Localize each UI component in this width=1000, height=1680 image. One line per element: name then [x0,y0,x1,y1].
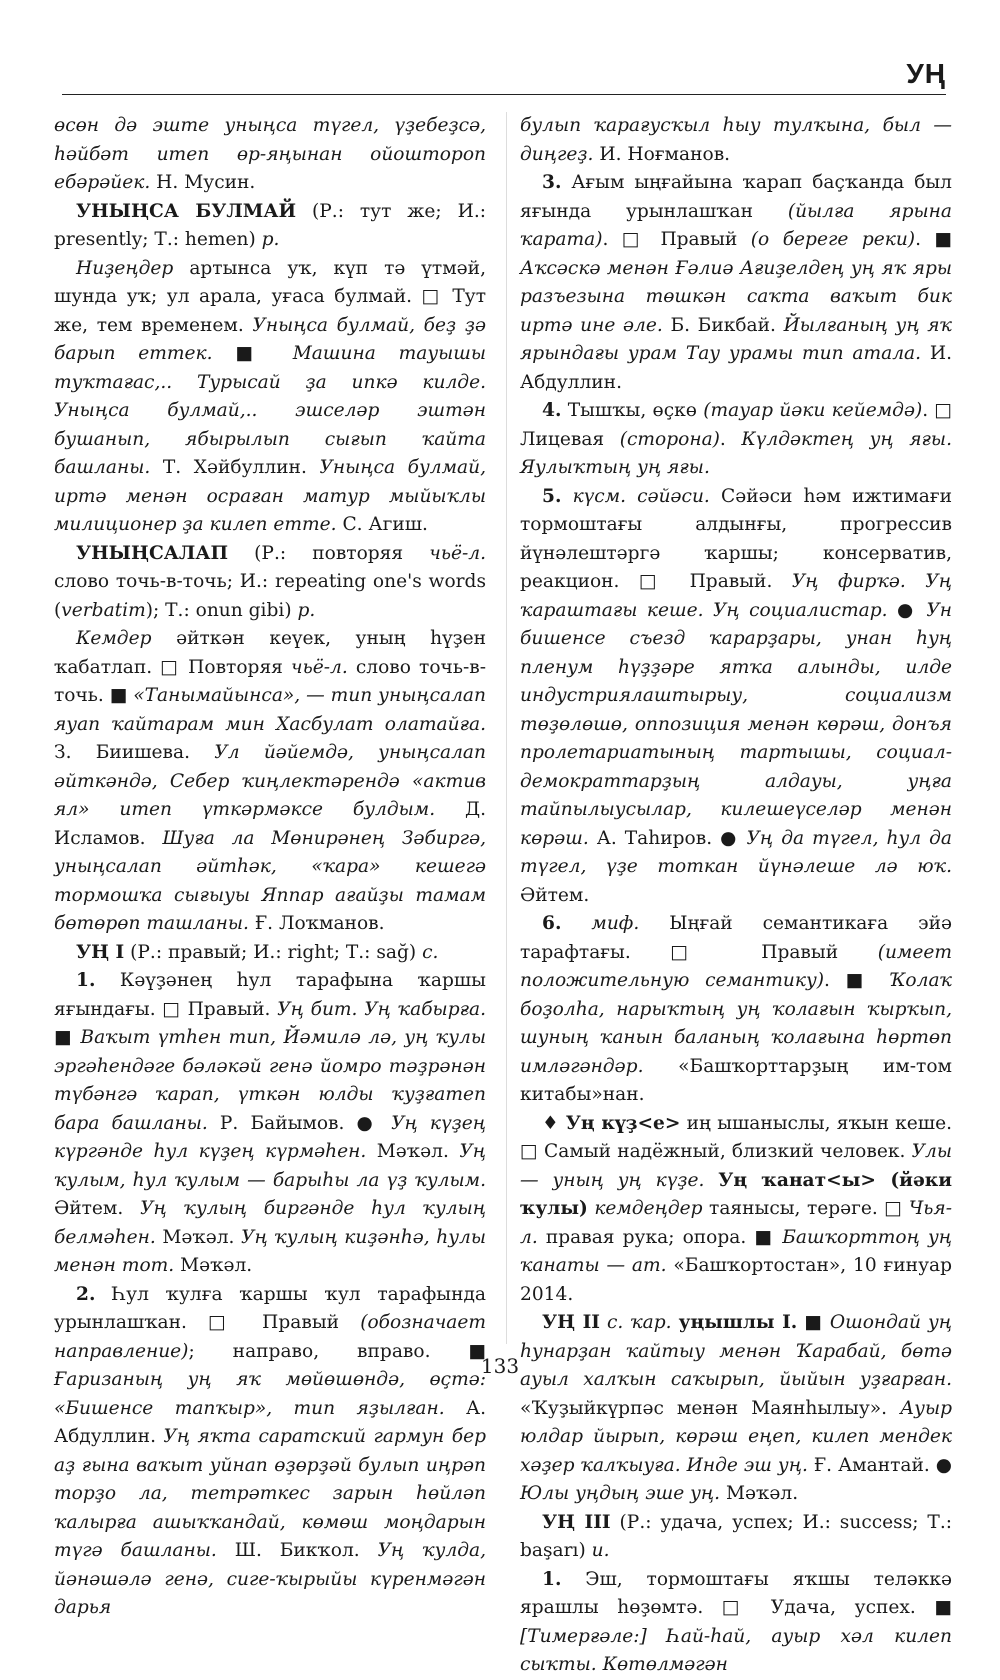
dictionary-paragraph [54,540,486,626]
body-text: Мәҡәл. [720,1483,799,1504]
italic-text: (обозначает направление) [54,1312,486,1362]
body-text: ■ [797,1312,830,1333]
body-text: Кәүҙәнең һул тарафына ҡаршы яғындағы. □ Правый. [54,970,486,1020]
italic-text: (тауар йәки кейемдә) [703,400,923,421]
body-text: Н. Мусин. [150,172,256,193]
italic-text: Машина тауышы туҡтағас,.. Турысай ҙа ипкә килде. Уныңса булмай,.. эшселәр эштән бушанып, ябырылып сығып ҡайта башланы. [54,343,487,478]
body-text [600,1312,607,1333]
italic-text: Ул йәйемдә, уныңсалап әйткәндә, Себер ҡиңлектәрендә «актив ял» итеп үткәрмәксе булдым. [54,742,486,820]
body-text: «Башҡортостан», 10 ғинуар 2014. [520,1255,952,1305]
dictionary-paragraph [54,967,486,1281]
italic-text: булып ҡарағусҡыл һыу тулҡына, был — диңгеҙ. [520,115,952,165]
italic-text: с. [422,941,439,963]
italic-text: Уныңса булмай, беҙ ҙә барып еттек. [54,314,486,364]
headword-text: 5. [542,485,562,507]
italic-text: Уң ҡулда, йәнәшәлә генә, сиге-ҡырыйы күренмәгән дарья [54,1540,486,1618]
body-text: . □ Правый [602,229,751,250]
dictionary-paragraph [54,198,486,255]
headword-text: 4. [542,400,562,421]
italic-text: чьё-л. [291,656,348,678]
body-text: . [719,428,742,450]
italic-text: чьё-л. [429,542,486,564]
body-text: Мәҡәл. [155,1226,242,1248]
headword-text: УҢ II [542,1312,600,1333]
body-text: . ■ [824,970,889,991]
body-text: (Р.: удача, успех; И.: success; Т.: başarı) [520,1511,952,1561]
dictionary-paragraph [520,169,952,397]
italic-text: миф. [591,913,640,934]
body-text: Д. Исламов. [54,799,486,849]
headword-text: УНЫҢСА БУЛМАЙ [76,200,297,222]
body-text: Һул ҡулға ҡаршы ҡул тарафында урынлашҡан. □ Правый [54,1283,486,1333]
body-text: Тышҡы, өҫкө [561,400,704,421]
italic-text: (имеет положительную семантику) [520,941,952,991]
italic-text: Уң күҙең күргәнде һул күҙең күрмәһен. [54,1112,486,1162]
italic-text: Уң фирҡә. Уң ҡараштағы кеше. Уң социалистар. [520,571,952,621]
italic-text: Уң ҡулым, һул ҡулым — барыһы ла үҙ ҡулым. [54,1141,487,1191]
body-text: Ғ. Лоҡманов. [248,913,385,934]
running-head: УҢ [906,58,946,89]
column-separator [506,112,507,1344]
body-text: ; направо, вправо. ■ [188,1340,486,1362]
body-text: Мәҡәл. [366,1141,460,1162]
headword-text: УҢ III [542,1511,611,1533]
body-text: Сәйәси һәм ижтимағи тормоштағы алдынғы, прогрессив йүнәлештәргә ҡаршы; консерватив, реакцион. □ Правый. [520,485,952,592]
body-text: слово точь-в-точь; И.: repeating one's words ( [54,571,486,621]
headword-text: уңышлы I. [678,1312,798,1333]
body-text: Б. Бикбай. [662,314,784,336]
dictionary-paragraph [54,1281,486,1623]
body-text: Ш. Бикҡол. [216,1540,378,1561]
dictionary-paragraph [520,1309,952,1509]
body-text: (Р.: тут же; И.: presently; Т.: hemen) [54,200,486,250]
body-text: ■ [54,1027,81,1048]
body-text: . ■ [915,229,953,250]
italic-text: verbatim [61,599,146,621]
italic-text: Шуға ла Мөнирәнең Зәбиргә, уныңсалап әйтһәк, «ҡара» кешегә тормошҡа сығыуы Яппар ағайҙы тамам бөтөрөп ташланы. [54,827,486,934]
body-text: «Ҡуҙыйкүрпәс менән Маянһылыу». [520,1397,901,1419]
right-column [520,112,953,1675]
italic-text: күсм. сәйәси. [572,485,710,507]
body-text: ■ [212,343,293,364]
body-text: . □ Лицевая [520,400,952,450]
body-text: Әйтем. [54,1198,141,1219]
body-text [672,1312,679,1333]
body-text: «Башҡорттарҙың им-том китабы»нан. [520,1055,952,1105]
italic-text: [Тимерғәле:] Һай-һай, ауыр хәл килеп сыҡты. Көтөлмәгән [520,1625,952,1675]
italic-text: Уң бит. Уң ҡабырға. [277,998,486,1020]
italic-text: Күлдәктең уң яғы. Яулыҡтың уң яғы. [520,428,952,478]
italic-text: «Танымайынса», — тип уныңсалап яуап ҡайтарам мин Хасбулат олатайға. [54,685,486,735]
body-text: И. Ноғманов. [593,143,731,165]
dictionary-paragraph [520,1110,952,1310]
italic-text: Чья-л. [520,1198,952,1248]
body-text: правая рука; опора. ■ [537,1226,783,1248]
italic-text: Йылғаның уң яҡ ярындағы урам Тау урамы тип атала. [520,314,952,364]
body-text: Ғ. Амантай. ● [807,1454,953,1476]
headword-text: УНЫҢСАЛАП [76,542,229,564]
dictionary-paragraph [520,112,952,169]
headword-text: Уң ҡанат<ы> (йәки ҡулы) [520,1169,952,1219]
body-text [561,913,591,934]
body-text: Эш, тормоштағы яҡшы теләккә ярашлы һөҙөмтә. □ Удача, успех. ■ [520,1568,952,1618]
body-text: (Р.: повторяя [228,542,430,564]
italic-text: (йылға ярына ҡарата) [520,200,952,250]
italic-text: Ауыр юлдар йырып, көрәш еңеп, килеп мендек хәҙер ҡалҡыуға. Инде эш уң. [520,1397,952,1476]
dictionary-paragraph [520,1566,952,1680]
italic-text: кемдеңдер [594,1198,703,1219]
left-column [54,112,487,1618]
dictionary-paragraph [520,910,952,1110]
body-text: С. Агиш. [336,514,428,535]
headword-text: 1. [76,970,96,991]
italic-text: Уныңса булмай, иртә менән осраған матур мыйыҡлы милиционер ҙа килеп етте. [54,457,486,535]
headword-text: 3. [542,172,562,193]
body-text: И. Абдуллин. [520,343,952,393]
body-text [704,1170,718,1191]
italic-text: Уң да түгел, һул да түгел, үҙе тоткан йүнәлеше лә юҡ. [520,827,952,877]
body-text: З. Биишева. [54,742,215,763]
italic-text: и. [591,1540,610,1561]
body-text: артынса уҡ, күп тә үтмәй, шунда уҡ; ул арала, уғаса булмай. □ Тут же, тем временем. [54,257,486,336]
italic-text: Ниҙеңдер [76,257,174,279]
body-text: ); Т.: onun gibi) [145,599,298,621]
dictionary-paragraph [54,255,486,540]
italic-text: Ун бишенсе съезд ҡарарҙары, унан һуң пленум һүҙҙәре ятҡа алынды, илде индустриялаштырыу, социализм төҙөлөшө, оппозиция менән көрәш, донъя пролетариатының тартышы, социал-демократтарҙың алдауы, уңға тайпылыусылар, килешеүселәр менән көрәш. [520,599,952,849]
body-text: Р. Байымов. ● [207,1112,392,1134]
italic-text: с. ҡар. [606,1312,672,1333]
headword-text: 1. [542,1568,562,1590]
body-text: Әйтем. [520,884,590,906]
headword-text: ♦ Уң күҙ<е> [542,1112,681,1134]
italic-text: Улы — уның уң күҙе. [520,1141,952,1191]
italic-text: Уң ҡулың биргәнде һул ҡулың белмәһен. [54,1198,486,1248]
italic-text: Уң яҡта саратский гармун бер аҙ ғына ваҡыт уйнап өҙөрҙәй булып иңрәп торҙо ла, тетрәткес зарын һөйләп ҡалырға ашыҡҡандай, көмөш моңдарын түгә башланы. [54,1426,486,1561]
dictionary-paragraph [520,483,952,911]
body-text: ● [887,599,927,621]
italic-text: р. [297,599,316,621]
body-text: А. Таһиров. ● [588,827,747,849]
italic-text: өсөн дә эште уныңса түгел, үҙебеҙсә, һәйбәт итеп өр-яңынан ойоштороп ебәрәйек. [54,115,486,193]
body-text: Т. Хәйбуллин. [150,457,320,478]
headword-text: 2. [76,1283,96,1305]
italic-text: Башҡорттоң уң ҡанаты — ат. [520,1226,952,1276]
dictionary-paragraph [520,1509,952,1566]
dictionary-paragraph [520,397,952,483]
body-text: иң ышаныслы, яҡын кеше. □ Самый надёжный, близкий человек. [520,1112,953,1162]
headword-text: 6. [542,913,562,934]
italic-text: Аҡсәскә менән Ғәлиә Ағиҙелдең уң яҡ яры разъезына төшкән саҡта ваҡыт бик иртә ине әле. [520,257,952,336]
italic-text: Кемдер [76,628,152,649]
italic-text: (сторона) [619,428,720,450]
italic-text: Ошондай уң һунарҙан ҡайтыу менән Ҡарабай, бөтә ауыл халҡын саҡырып, йыйын уҙғарған. [520,1312,952,1390]
dictionary-paragraph [54,625,486,939]
dictionary-paragraph [54,939,486,968]
body-text: (Р.: правый; И.: right; Т.: sağ) [124,941,423,963]
body-text: таянысы, терәге. □ [702,1198,909,1219]
body-text: Мәҡәл. [174,1255,253,1276]
body-text: слово точь-в-точь. ■ [54,656,486,706]
header-rule [62,94,946,95]
italic-text: Ғаризаның уң яҡ мөйөшөндә, өҫтә: «Бишенсе тапҡыр», тип яҙылған. [54,1369,486,1419]
body-text: Ағым ыңғайына ҡарап баҫҡанда был яғында урынлашҡан [520,172,952,222]
body-text [561,486,572,507]
page-number: 133 [480,1354,520,1378]
dictionary-paragraph [54,112,486,198]
italic-text: Ҡолаҡ боҙолһа, нарыҡтың уң ҡолағын ҡырҡып, шуның ҡанын баланың ҡолағына һөртөп имләгәндәр. [520,970,952,1077]
body-text: әйткән кеүек, уның һүҙен ҡабатлап. □ Повторяя [54,628,486,678]
italic-text: (о береге реки) [750,229,916,250]
italic-text: Юлы уңдың эше уң. [520,1483,721,1504]
body-text: Ыңғай семантикаға эйә тарафтағы. □ Правый [520,913,952,963]
italic-text: Ваҡыт үтһен тип, Йәмилә лә, уң ҡулы эргәһендәге бәләкәй генә йомро тәҙрәнән түбәнгә ҡарап, үткән юлды ҡуҙғатеп бара башланы. [54,1027,486,1134]
italic-text: р. [261,229,280,250]
headword-text: УҢ I [76,941,125,963]
italic-text: Уң ҡулың киҙәнһә, һулы менән тот. [54,1226,486,1276]
body-text: А. Абдуллин. [54,1397,486,1447]
